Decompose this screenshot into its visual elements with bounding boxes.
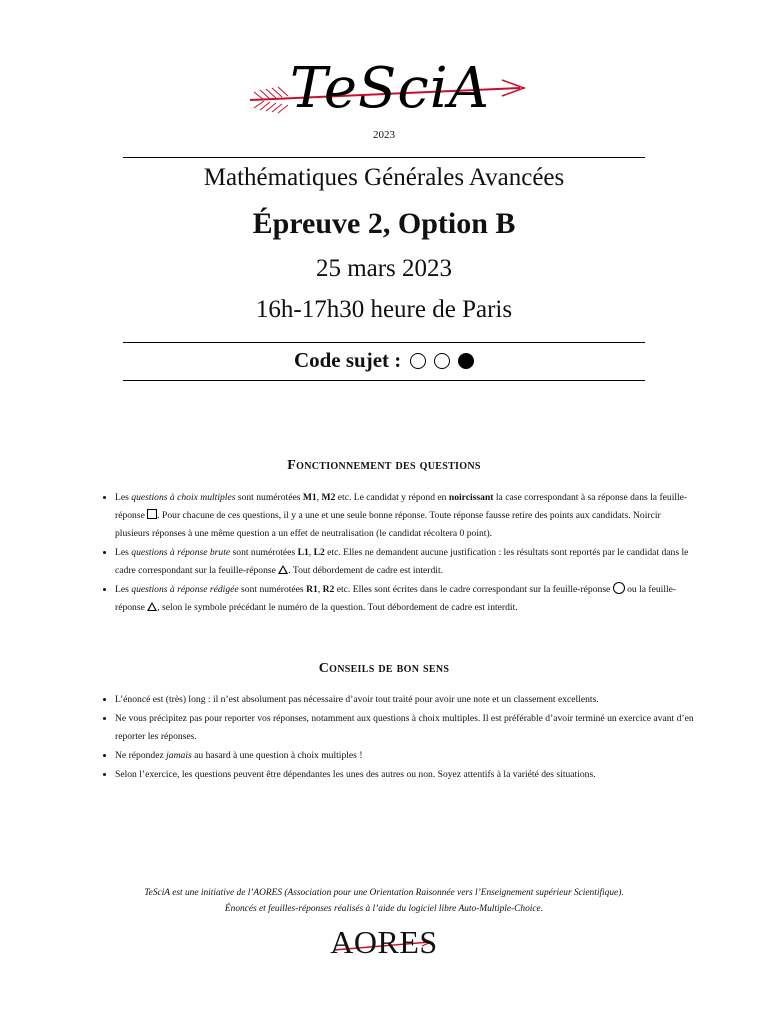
divider-bottom (123, 380, 645, 381)
aores-logo-text: AORES (330, 924, 438, 960)
filled-circle-icon (458, 353, 474, 369)
divider-top (123, 157, 645, 158)
list-item: • L’énoncé est (très) long : il n’est absolument pas nécessaire d’avoir tout traité pour avoir une note et un classement excellents. (115, 691, 697, 709)
aores-logo (330, 920, 438, 960)
subject-code-label: Code sujet : (293, 348, 402, 372)
exam-date: 25 mars 2023 (315, 255, 453, 282)
square-icon (147, 509, 157, 519)
footer-line-2: Énoncés et feuilles-réponses réalisés à l’aide du logiciel libre Auto-Multiple-Choice. (224, 904, 544, 914)
year-label: 2023 (373, 129, 395, 141)
list-item: • Ne répondez jamais au hasard à une question à choix multiples ! (115, 747, 697, 765)
footer-note (0, 885, 768, 917)
list-item: • Les questions à choix multiples sont numérotées M1, M2 etc. Le candidat y répond en noircissant la case correspondant à sa réponse dans la feuille-réponse . Pour chacune de ces questions, il y a une et une seule bonne réponse. Toute réponse fausse retire des points aux candidats. Noircir plusieurs réponses à une même question a un effet de neutralisation (le candidat récoltera 0 point). (115, 489, 697, 543)
triangle-icon (278, 565, 288, 574)
advice-list (100, 691, 697, 785)
list-item: • Selon l’exercice, les questions peuvent être dépendantes les unes des autres ou non. Soyez attentifs à la variété des situations. (115, 766, 697, 784)
subject-title: Mathématiques Générales Avancées (203, 164, 565, 191)
exam-title: Épreuve 2, Option B (252, 207, 516, 240)
questions-list (100, 489, 697, 618)
empty-circle-icon (434, 353, 450, 369)
empty-circle-icon (410, 353, 426, 369)
circle-icon (613, 582, 625, 594)
list-item: • Les questions à réponse rédigée sont numérotées R1, R2 etc. Elles sont écrites dans le cadre correspondant sur la feuille-réponse ou la feuille-réponse , selon le symbole précédant le numéro de la question. Tout débordement de cadre est interdit. (115, 581, 697, 617)
tescia-logo (240, 52, 530, 132)
subject-code (0, 348, 768, 373)
list-item: • Ne vous précipitez pas pour reporter vos réponses, notamment aux questions à choix multiples. Il est préférable d’avoir terminé un exercice avant d’en reporter les réponses. (115, 710, 697, 746)
divider-middle (123, 342, 645, 343)
footer-line-1: TeSciA est une initiative de l’AORES (Association pour une Orientation Raisonnée vers l’Enseignement supérieur Scientifique). (144, 888, 624, 898)
exam-time: 16h-17h30 heure de Paris (255, 296, 513, 323)
triangle-icon (147, 602, 157, 611)
logo-text: TeSciA (289, 56, 491, 121)
section-title-advice: Conseils de bon sens (318, 661, 450, 676)
section-title-questions: Fonctionnement des questions (287, 458, 481, 473)
list-item: • Les questions à réponse brute sont numérotées L1, L2 etc. Elles ne demandent aucune justification : les résultats sont reportés par le candidat dans le cadre correspondant sur la feuille-réponse . Tout débordement de cadre est interdit. (115, 544, 697, 580)
